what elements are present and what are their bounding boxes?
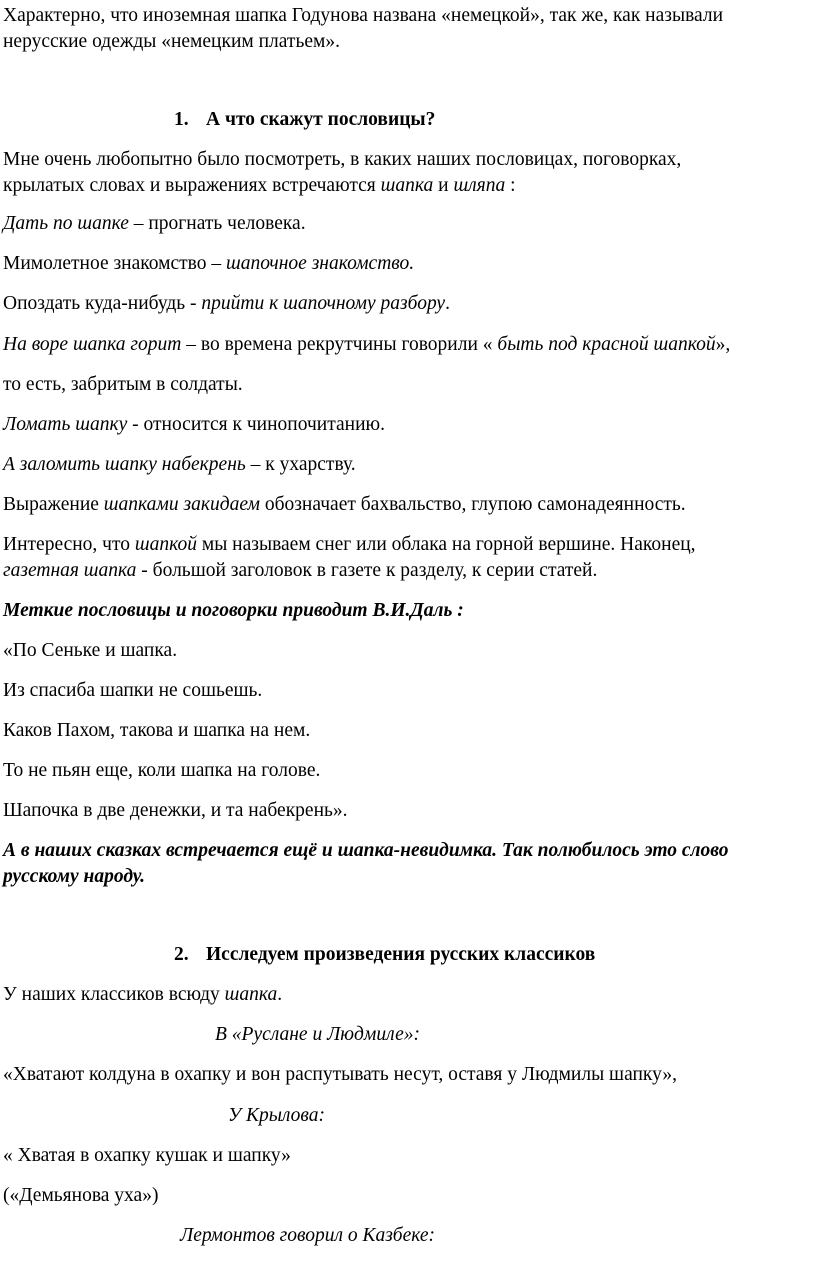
text-run: У наших классиков всюду bbox=[3, 984, 225, 1005]
text-run: и bbox=[433, 175, 454, 196]
saying-8-line-2 bbox=[3, 558, 597, 584]
proverb-3: Каков Пахом, такова и шапка на нем. bbox=[3, 720, 311, 741]
proverb-1: «По Сеньке и шапка. bbox=[3, 640, 178, 661]
section-2-number: 2. bbox=[174, 944, 189, 965]
term-shapka: шапка bbox=[380, 175, 434, 196]
section-1-title: А что скажут пословицы? bbox=[206, 109, 436, 130]
intro-line-1: Характерно, что иноземная шапка Годунова названа «немецкой», так же, как называли bbox=[3, 5, 724, 26]
saying-1 bbox=[3, 211, 306, 237]
fairy-tale-line-1: А в наших сказках встречается ещё и шапка-невидимка. Так полюбилось это слово bbox=[3, 840, 729, 861]
saying-meaning: мы называем снег или облака на горной вершине. Наконец, bbox=[196, 534, 696, 555]
saying-meaning: - большой заголовок в газете к разделу, к серии статей. bbox=[136, 560, 598, 581]
section-2-heading bbox=[174, 942, 595, 968]
saying-phrase: быть под красной шапкой bbox=[497, 334, 716, 355]
saying-phrase: Ломать шапку bbox=[3, 414, 128, 435]
saying-phrase: А заломить шапку набекрень bbox=[3, 454, 246, 475]
dal-heading: Меткие пословицы и поговорки приводит В.И.Даль : bbox=[3, 600, 464, 621]
saying-meaning: - относится к чинопочитанию. bbox=[127, 414, 385, 435]
section-2-title: Исследуем произведения русских классиков bbox=[206, 944, 596, 965]
saying-phrase: шапочное знакомство. bbox=[225, 253, 415, 274]
term-shapka: шапка bbox=[224, 984, 278, 1005]
section-1-heading bbox=[174, 107, 435, 133]
intro-line-2: нерусские одежды «немецким платьем». bbox=[3, 31, 340, 52]
text-run: : bbox=[505, 175, 516, 196]
saying-phrase: газетная шапка bbox=[3, 560, 137, 581]
text-run: крылатых словах и выражениях встречаются bbox=[3, 175, 381, 196]
saying-4-continuation: то есть, забритым в солдаты. bbox=[3, 374, 243, 395]
saying-meaning: – во времена рекрутчины говорили « bbox=[181, 334, 498, 355]
saying-meaning: Опоздать куда-нибудь - bbox=[3, 293, 202, 314]
ruslan-quote: «Хватают колдуна в охапку и вон распутывать несут, оставя у Людмилы шапку», bbox=[3, 1064, 677, 1085]
text-run: », bbox=[715, 334, 731, 355]
proverb-2: Из спасиба шапки не сошьешь. bbox=[3, 680, 263, 701]
proverb-4: То не пьян еще, коли шапка на голове. bbox=[3, 760, 321, 781]
saying-3 bbox=[3, 291, 450, 317]
saying-6 bbox=[3, 452, 356, 478]
krylov-heading: У Крылова: bbox=[228, 1105, 325, 1126]
saying-5 bbox=[3, 412, 385, 438]
saying-8-line-1 bbox=[3, 532, 696, 558]
saying-4 bbox=[3, 332, 730, 358]
ruslan-heading: В «Руслане и Людмиле»: bbox=[215, 1024, 420, 1045]
saying-meaning: – к ухарству. bbox=[245, 454, 356, 475]
krylov-quote: « Хватая в охапку кушак и шапку» bbox=[3, 1145, 291, 1166]
krylov-source: («Демьянова уха») bbox=[3, 1185, 159, 1206]
section-2-intro bbox=[3, 982, 282, 1008]
fairy-tale-line-2: русскому народу. bbox=[3, 866, 146, 887]
text-run: Интересно, что bbox=[3, 534, 135, 555]
lermontov-heading: Лермонтов говорил о Казбеке: bbox=[180, 1225, 436, 1246]
text-run: Выражение bbox=[3, 494, 104, 515]
saying-7 bbox=[3, 492, 686, 518]
saying-phrase: прийти к шапочному разбору bbox=[201, 293, 446, 314]
saying-meaning: обозначает бахвальство, глупою самонадеянность. bbox=[259, 494, 686, 515]
text-run: . bbox=[277, 984, 283, 1005]
saying-meaning: – прогнать человека. bbox=[128, 213, 306, 234]
saying-phrase: Дать по шапке bbox=[3, 213, 129, 234]
saying-meaning: Мимолетное знакомство – bbox=[3, 253, 226, 274]
section-1-para-line-2 bbox=[3, 173, 516, 199]
proverb-5: Шапочка в две денежки, и та набекрень». bbox=[3, 800, 348, 821]
saying-phrase: На воре шапка горит bbox=[3, 334, 182, 355]
saying-2 bbox=[3, 251, 414, 277]
saying-phrase: шапкой bbox=[134, 534, 197, 555]
saying-phrase: шапками закидаем bbox=[103, 494, 260, 515]
term-shlyapa: шляпа bbox=[453, 175, 506, 196]
section-1-para-line-1: Мне очень любопытно было посмотреть, в каких наших пословицах, поговорках, bbox=[3, 149, 682, 170]
section-1-number: 1. bbox=[174, 109, 189, 130]
text-run: . bbox=[445, 293, 450, 314]
